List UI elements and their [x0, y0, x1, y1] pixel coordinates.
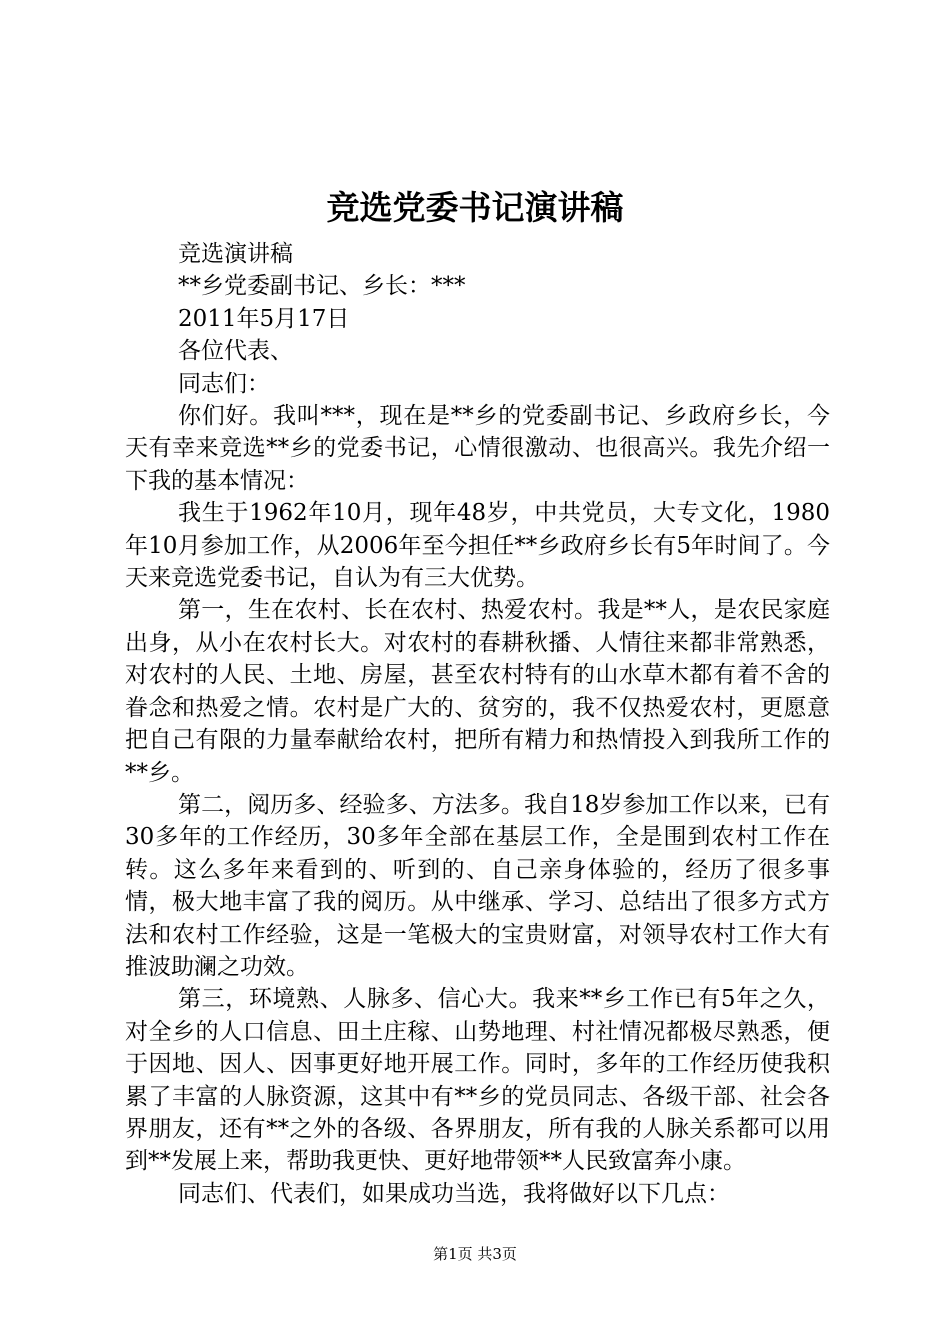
paragraph-advantage-2: 第二，阅历多、经验多、方法多。我自18岁参加工作以来，已有30多年的工作经历，30多年全部在基层工作，全是围到农村工作在转。这么多年来看到的、听到的、自己亲身体验的，经历了很多事情，极大地丰富了我的阅历。从中继承、学习、总结出了很多方式方法和农村工作经验，这是一笔极大的宝贵财富，对领导农村工作大有推波助澜之功效。	[125, 791, 830, 980]
header-line-date: 2011年5月17日	[178, 305, 350, 332]
header-line-speech-label: 竞选演讲稿	[178, 241, 293, 267]
paragraph-advantage-3: 第三，环境熟、人脉多、信心大。我来**乡工作已有5年之久，对全乡的人口信息、田土庄稼、山势地理、村社情况都极尽熟悉，便于因地、因人、因事更好地开展工作。同时，多年的工作经历使我积累了丰富的人脉资源，这其中有**乡的党员同志、各级干部、社会各界朋友，还有**之外的各级、各界朋友，所有我的人脉关系都可以用到**发展上来，帮助我更快、更好地带领**人民致富奔小康。	[125, 986, 830, 1175]
paragraph-background: 我生于1962年10月，现年48岁，中共党员，大专文化，1980年10月参加工作，从2006年至今担任**乡政府乡长有5年时间了。今天来竞选党委书记，自认为有三大优势。	[125, 500, 830, 592]
header-line-salutation-1: 各位代表、	[178, 338, 293, 365]
paragraph-greeting: 你们好。我叫***，现在是**乡的党委副书记、乡政府乡长，今天有幸来竞选**乡的党委书记，心情很激动、也很高兴。我先介绍一下我的基本情况：	[125, 403, 830, 494]
header-line-salutation-2: 同志们：	[178, 370, 270, 397]
document-body	[125, 238, 830, 1210]
document-title: 竞选党委书记演讲稿	[326, 188, 624, 227]
paragraph-pledge-intro: 同志们、代表们，如果成功当选，我将做好以下几点：	[178, 1180, 730, 1207]
header-line-speaker: **乡党委副书记、乡长：***	[178, 273, 466, 300]
page-footer: 第1页 共3页	[433, 1245, 517, 1263]
paragraph-advantage-1: 第一，生在农村、长在农村、热爱农村。我是**人，是农民家庭出身，从小在农村长大。对农村的春耕秋播、人情往来都非常熟悉，对农村的人民、土地、房屋，甚至农村特有的山水草木都有着不舍的眷念和热爱之情。农村是广大的、贫穷的，我不仅热爱农村，更愿意把自己有限的力量奉献给农村，把所有精力和热情投入到我所工作的**乡。	[125, 597, 830, 786]
